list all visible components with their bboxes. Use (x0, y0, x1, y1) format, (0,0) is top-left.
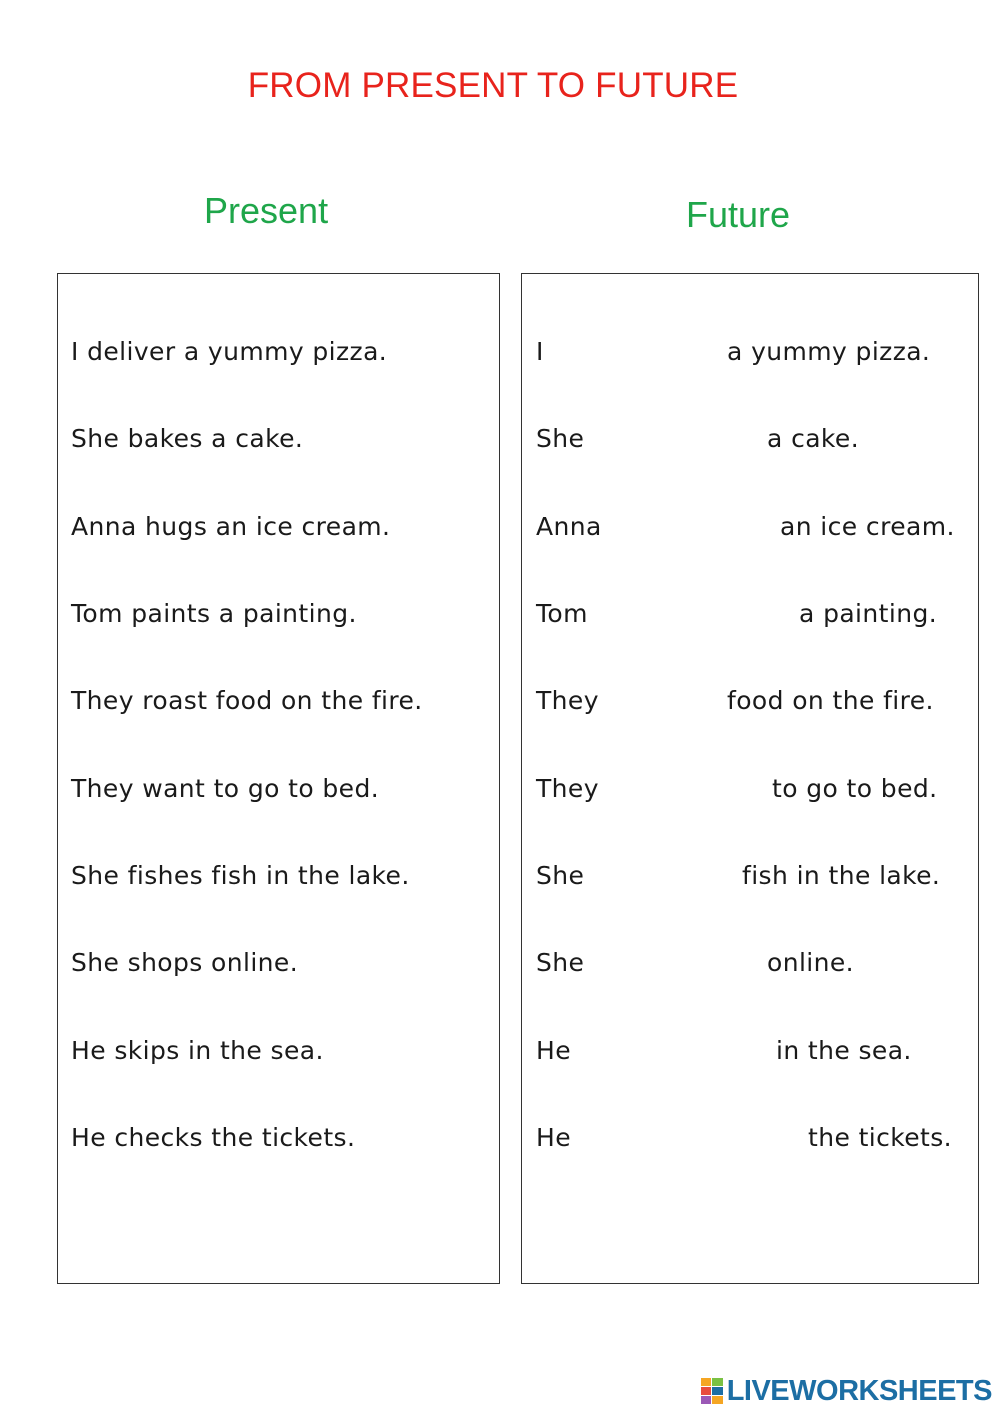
future-rest: a cake. (767, 424, 860, 453)
liveworksheets-logo-icon (701, 1378, 723, 1404)
future-subject: She (536, 861, 585, 890)
future-rest: a yummy pizza. (727, 337, 931, 366)
present-sentence: Anna hugs an ice cream. (71, 512, 391, 541)
future-rest: a painting. (799, 599, 938, 628)
future-rest: online. (767, 948, 855, 977)
future-rest: the tickets. (808, 1123, 953, 1152)
present-heading: Present (204, 190, 329, 231)
present-sentence: They want to go to bed. (71, 774, 380, 803)
future-verb-input[interactable] (595, 946, 764, 982)
present-sentence: She bakes a cake. (71, 424, 304, 453)
future-subject: She (536, 424, 585, 453)
present-sentence: She shops online. (71, 948, 299, 977)
future-rest: in the sea. (776, 1036, 912, 1065)
present-sentence: They roast food on the fire. (71, 686, 423, 715)
future-rest: an ice cream. (780, 512, 955, 541)
future-subject: She (536, 948, 585, 977)
present-sentence: He checks the tickets. (71, 1123, 356, 1152)
future-verb-input[interactable] (560, 335, 724, 371)
liveworksheets-logo (701, 1374, 992, 1408)
future-heading: Future (686, 194, 791, 235)
page-title: FROM PRESENT TO FUTURE (247, 66, 739, 105)
future-subject: He (536, 1123, 571, 1152)
future-verb-input[interactable] (585, 1121, 804, 1157)
future-verb-input[interactable] (605, 597, 797, 633)
present-sentence: He skips in the sea. (71, 1036, 324, 1065)
future-rest: food on the fire. (727, 686, 934, 715)
future-subject: I (536, 337, 544, 366)
future-rest: fish in the lake. (742, 861, 941, 890)
logo-text: LIVEWORKSHEETS (726, 1374, 992, 1407)
future-subject: Anna (536, 512, 602, 541)
future-verb-input[interactable] (585, 1034, 774, 1070)
future-verb-input[interactable] (607, 684, 726, 720)
future-subject: They (536, 774, 599, 803)
future-verb-input[interactable] (595, 422, 764, 458)
present-sentence: She fishes fish in the lake. (71, 861, 410, 890)
future-rest: to go to bed. (772, 774, 938, 803)
future-subject: Tom (536, 599, 588, 628)
future-verb-input[interactable] (615, 510, 779, 546)
future-subject: He (536, 1036, 571, 1065)
future-verb-input[interactable] (607, 772, 771, 808)
future-verb-input[interactable] (595, 859, 741, 895)
future-subject: They (536, 686, 599, 715)
present-sentence: I deliver a yummy pizza. (71, 337, 388, 366)
present-sentence: Tom paints a painting. (71, 599, 357, 628)
